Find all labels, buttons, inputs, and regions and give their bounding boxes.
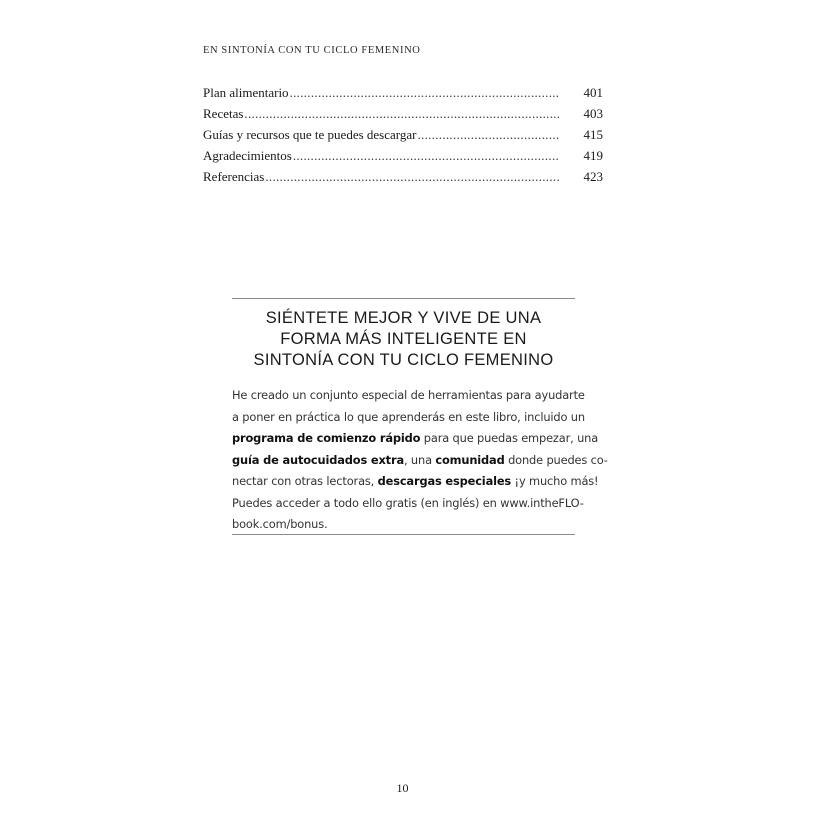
promo-text: ¡y mucho más! [511,474,599,488]
promo-heading [232,308,575,371]
promo-text: , una [403,452,436,467]
promo-heading-line: SIÉNTETE MEJOR Y VIVE DE UNA [265,309,542,327]
toc-entry-page: 401 [583,85,603,100]
promo-text: nectar con otras lectoras, [232,474,378,488]
promo-highlight: guía de autocuidados extra [232,452,404,467]
toc-entry-page: 415 [583,127,603,142]
toc-entry [203,103,603,124]
toc-leader-dots [293,145,559,166]
running-header: EN SINTONÍA CON TU CICLO FEMENINO [203,45,421,56]
toc-leader-dots [290,82,559,103]
promo-heading-line: SINTONÍA CON TU CICLO FEMENINO [253,351,554,369]
page-number: 10 [396,781,409,795]
promo-body [232,385,608,536]
toc-entry-title: Referencias [203,169,265,184]
toc-entry [203,145,603,166]
toc-entry [203,166,603,187]
promo-text: para que puedas empezar, una [420,431,599,445]
toc-leader-dots [417,124,559,145]
toc-entry-title: Guías y recursos que te puedes descargar [203,127,417,142]
promo-body-line: Puedes acceder a todo ello gratis (en inglés) en www.intheFLO- [232,495,584,510]
toc-entry [203,82,603,103]
toc-leader-dots [244,103,559,124]
table-of-contents [203,82,603,187]
toc-leader-dots [265,166,559,187]
toc-entry-title: Agradecimientos [203,148,292,163]
bonus-promo-box [232,298,608,535]
promo-highlight: programa de comienzo rápido [232,431,421,445]
promo-body-line: He creado un conjunto especial de herramientas para ayudarte [232,388,585,402]
toc-entry [203,124,603,145]
promo-body-line [232,428,599,450]
promo-body-line [232,450,608,472]
toc-entry-page: 403 [583,106,603,121]
toc-entry-title: Plan alimentario [203,85,289,100]
promo-body-line [232,471,599,493]
toc-entry-page: 419 [583,148,603,163]
toc-entry-page: 423 [583,169,603,184]
promo-text: donde puedes co- [504,452,608,467]
toc-entry-title: Recetas [203,106,244,121]
promo-body-line: book.com/bonus. [232,517,328,531]
promo-heading-line: FORMA MÁS INTELIGENTE EN [280,330,527,348]
promo-highlight: comunidad [435,452,505,467]
promo-highlight: descargas especiales [377,474,512,488]
promo-body-line: a poner en práctica lo que aprenderás en este libro, incluido un [232,409,585,424]
